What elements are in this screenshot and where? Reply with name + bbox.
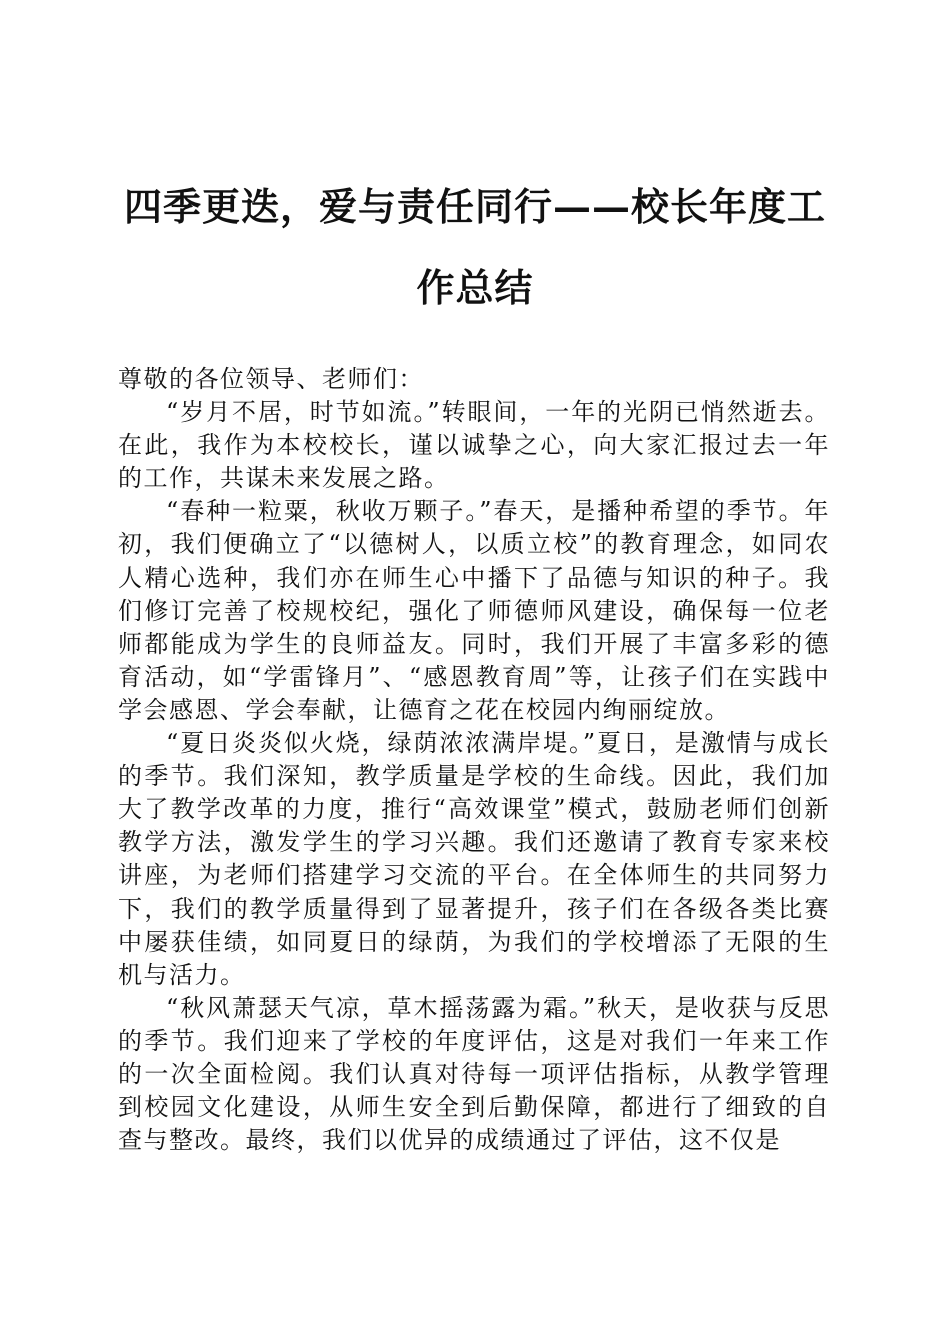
document-title: 四季更迭，爱与责任同行——校长年度工作总结	[123, 184, 826, 310]
document-body	[118, 363, 830, 1157]
paragraph-spring: “春种一粒粟，秋收万颗子。”春天，是播种希望的季节。年初，我们便确立了“以德树人，以质立校”的教育理念，如同农人精心选种，我们亦在师生心中播下了品德与知识的种子。我们修订完善了校规校纪，强化了师德师风建设，确保每一位老师都能成为学生的良师益友。同时，我们开展了丰富多彩的德育活动，如“学雷锋月”、“感恩教育周”等，让孩子们在实践中学会感恩、学会奉献，让德育之花在校园内绚丽绽放。	[118, 497, 830, 724]
paragraph-summer: “夏日炎炎似火烧，绿荫浓浓满岸堤。”夏日，是激情与成长的季节。我们深知，教学质量是学校的生命线。因此，我们加大了教学改革的力度，推行“高效课堂”模式，鼓励老师们创新教学方法，激发学生的学习兴趣。我们还邀请了教育专家来校讲座，为老师们搭建学习交流的平台。在全体师生的共同努力下，我们的教学质量得到了显著提升，孩子们在各级各类比赛中屡获佳绩，如同夏日的绿荫，为我们的学校增添了无限的生机与活力。	[118, 729, 830, 989]
paragraph-intro: “岁月不居，时节如流。”转眼间，一年的光阴已悄然逝去。在此，我作为本校校长，谨以诚挚之心，向大家汇报过去一年的工作，共谋未来发展之路。	[118, 398, 830, 493]
paragraph-autumn: “秋风萧瑟天气凉，草木摇荡露为霜。”秋天，是收获与反思的季节。我们迎来了学校的年度评估，这是对我们一年来工作的一次全面检阅。我们认真对待每一项评估指标，从教学管理到校园文化建设，从师生安全到后勤保障，都进行了细致的自查与整改。最终，我们以优异的成绩通过了评估，这不仅是	[118, 993, 830, 1155]
salutation: 尊敬的各位领导、老师们：	[118, 365, 424, 393]
